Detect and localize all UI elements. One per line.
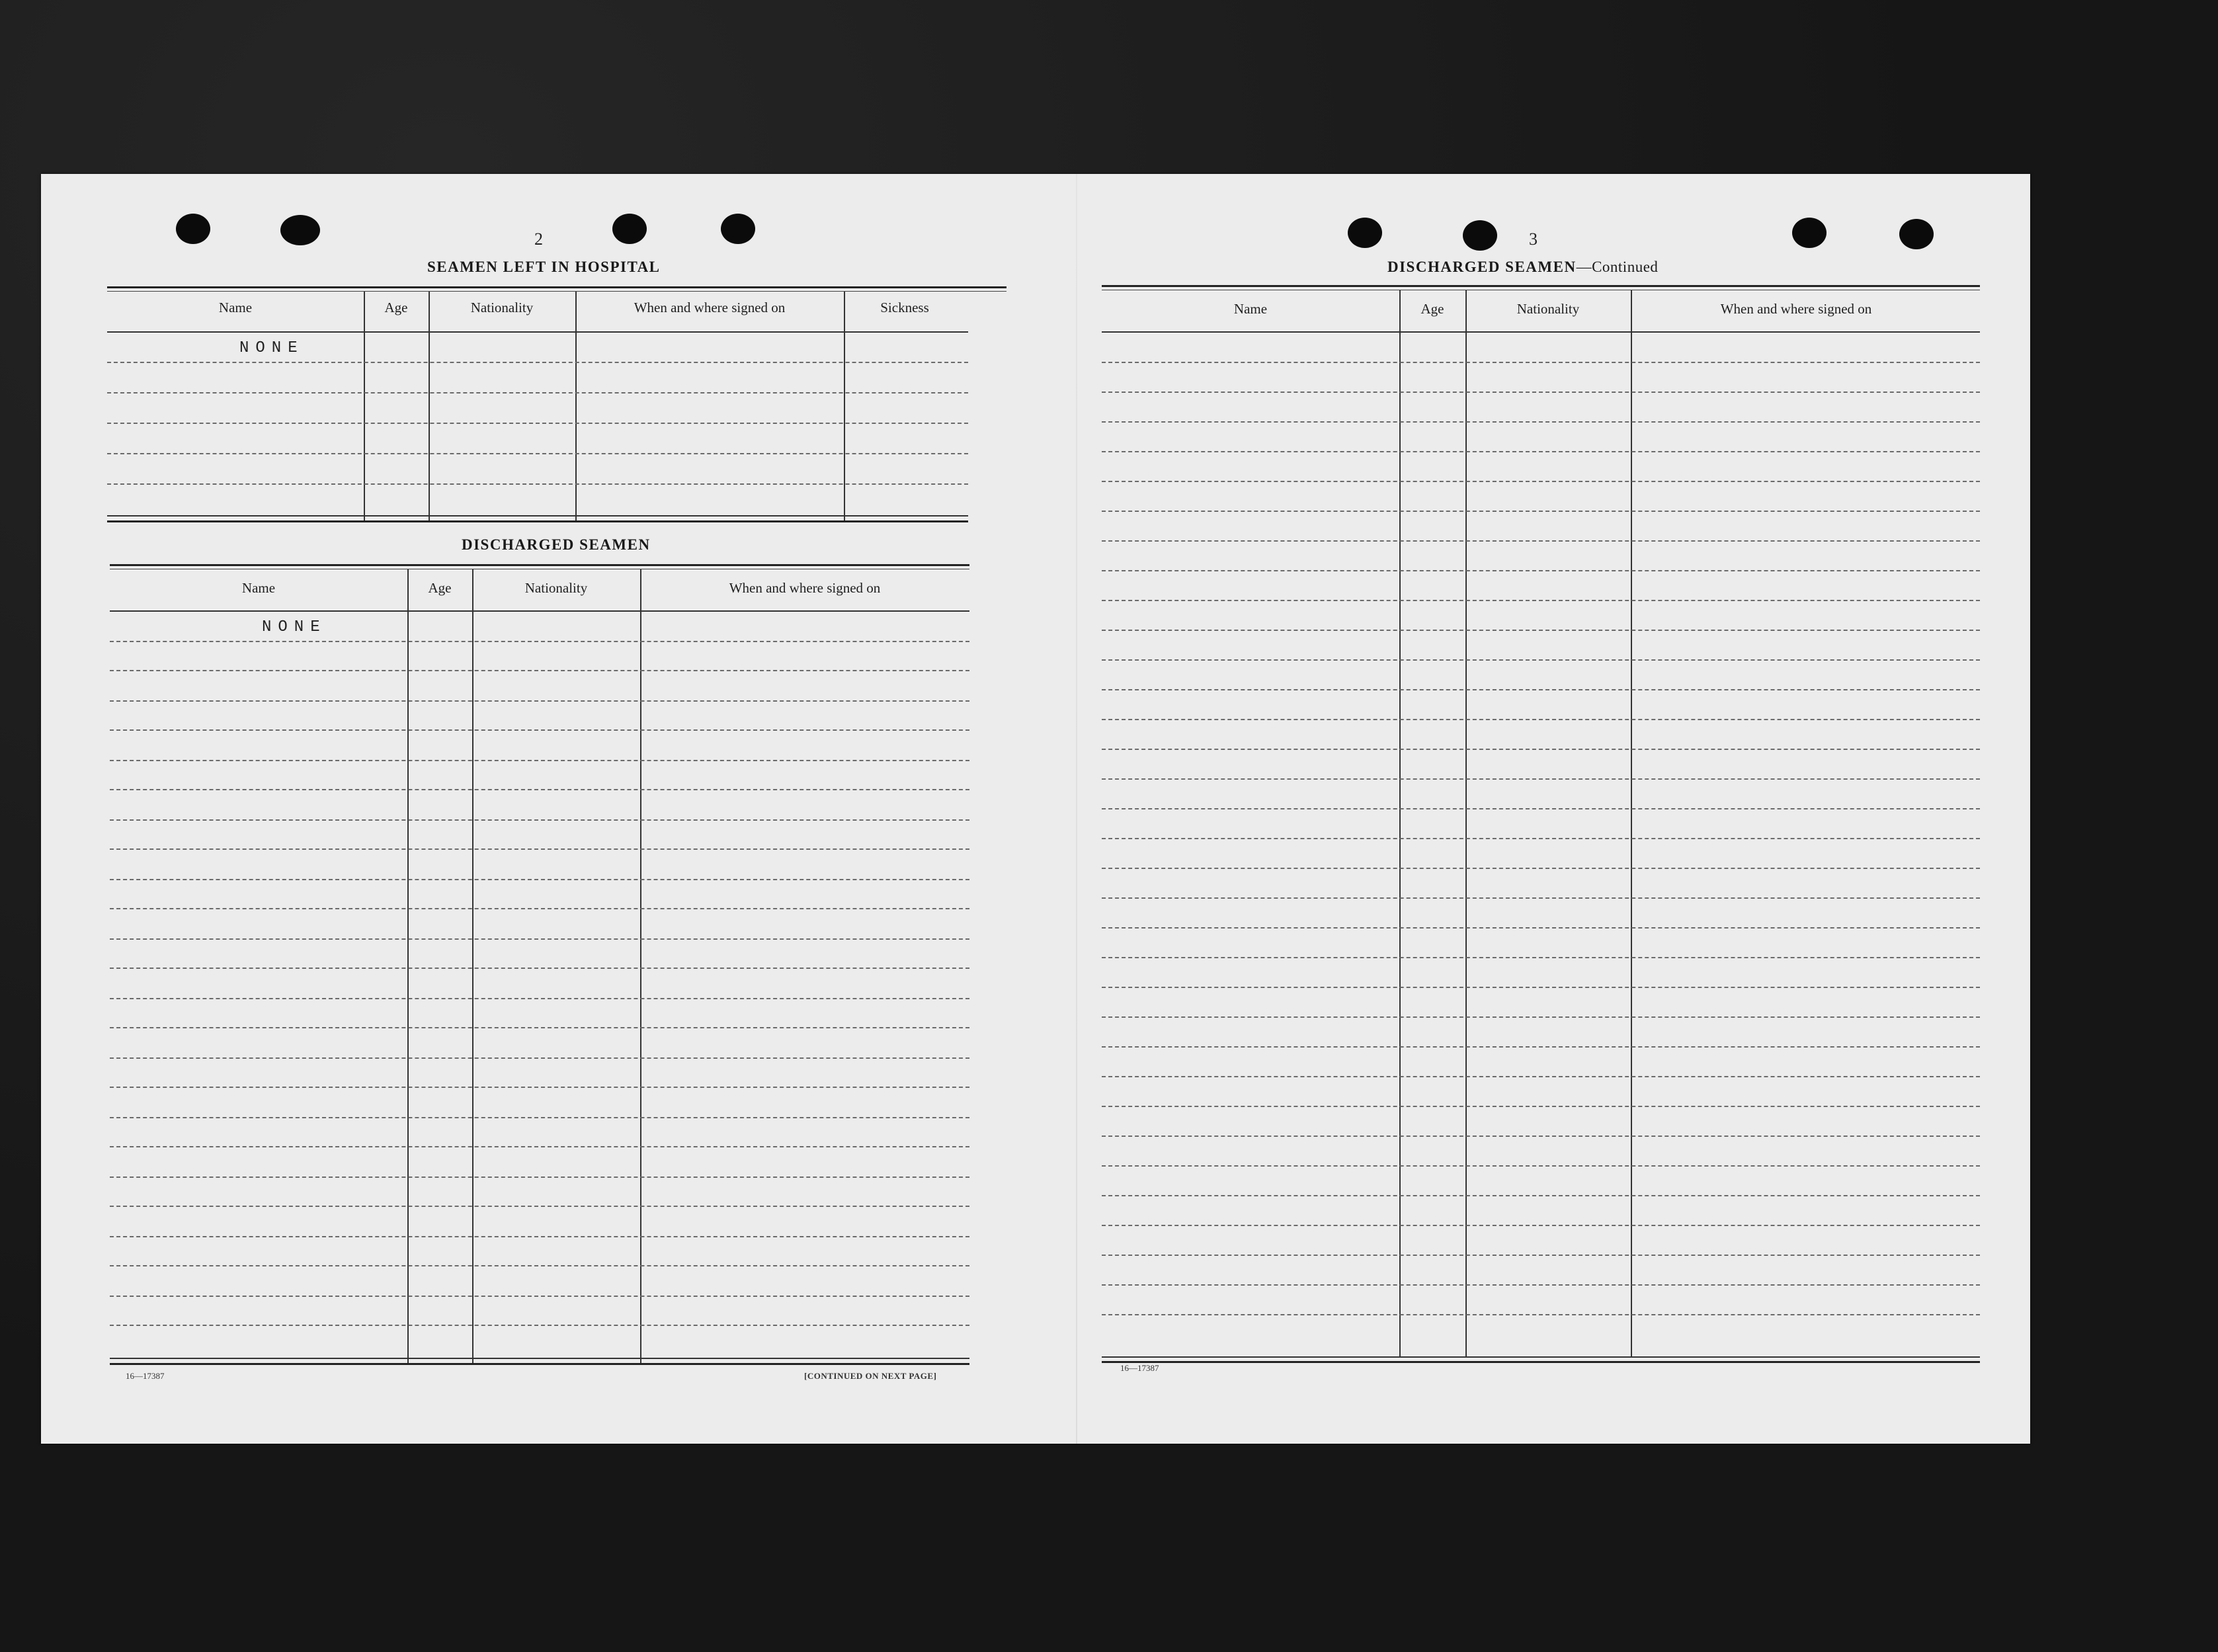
table-row [1102, 600, 1980, 601]
table-row [110, 1057, 969, 1059]
table-row [110, 819, 969, 821]
table-row [1102, 927, 1980, 929]
table-row [1102, 987, 1980, 988]
table-row [110, 1325, 969, 1326]
table-row [110, 938, 969, 940]
hospital-section-title: SEAMEN LEFT IN HOSPITAL [427, 259, 661, 275]
column-header-signed-on: When and where signed on [729, 580, 881, 596]
punch-hole-icon [176, 214, 210, 244]
punch-hole-icon [1792, 218, 1827, 248]
table-row [1102, 1106, 1980, 1107]
table-row [110, 968, 969, 969]
table-row [110, 1146, 969, 1147]
right-form-number: 16—17387 [1120, 1363, 1159, 1373]
table-row [1102, 1284, 1980, 1286]
discharged-section-title: DISCHARGED SEAMEN [462, 536, 651, 553]
column-header-age: Age [1420, 301, 1444, 317]
table-row [1102, 838, 1980, 839]
table-row [110, 848, 969, 850]
table-row [110, 760, 969, 761]
table-row [1102, 421, 1980, 423]
punch-hole-icon [612, 214, 647, 244]
table-row [1102, 1136, 1980, 1137]
table-row [110, 1177, 969, 1178]
punch-hole-icon [1348, 218, 1382, 248]
table-row [110, 1117, 969, 1118]
table-row [1102, 1255, 1980, 1256]
table-row [1102, 749, 1980, 750]
hospital-entry: NONE [239, 339, 304, 357]
table-row [1102, 362, 1980, 363]
table-row [1102, 778, 1980, 780]
table-row [1102, 481, 1980, 482]
table-row [1102, 897, 1980, 899]
table-row [1102, 1195, 1980, 1196]
table-row [1102, 540, 1980, 542]
table-row [1102, 511, 1980, 512]
table-row [110, 1087, 969, 1088]
table-row [107, 453, 968, 454]
table-row [107, 392, 968, 393]
column-header-name: Name [241, 580, 276, 596]
discharged-entry: NONE [262, 618, 327, 636]
table-row [110, 908, 969, 909]
table-row [110, 670, 969, 671]
table-row [107, 423, 968, 424]
table-row [110, 1236, 969, 1237]
table-row [110, 998, 969, 999]
page-spine [1076, 174, 1077, 1444]
column-header-age: Age [384, 300, 408, 315]
table-row [1102, 1225, 1980, 1226]
left-form-number: 16—17387 [126, 1371, 165, 1381]
table-row [1102, 957, 1980, 958]
punch-hole-icon [280, 215, 320, 245]
left-page-number: 2 [534, 229, 543, 249]
table-row [1102, 1165, 1980, 1167]
continued-note: [CONTINUED ON NEXT PAGE] [804, 1371, 937, 1381]
table-row [110, 729, 969, 731]
table-row [1102, 1046, 1980, 1048]
column-header-age: Age [428, 580, 452, 596]
column-header-nationality: Nationality [470, 300, 534, 315]
discharged-table-left [110, 564, 1010, 1424]
table-row [1102, 1076, 1980, 1077]
right-page-number: 3 [1529, 229, 1538, 249]
right-section-title [1387, 259, 1658, 276]
table-row [1102, 570, 1980, 571]
table-row [1102, 1314, 1980, 1315]
column-header-nationality: Nationality [1516, 301, 1580, 317]
column-header-nationality: Nationality [524, 580, 588, 596]
table-row [110, 789, 969, 790]
table-row [1102, 630, 1980, 631]
table-row [110, 1206, 969, 1207]
column-header-signed-on: When and where signed on [634, 300, 786, 315]
right-section-title-main: DISCHARGED SEAMEN [1387, 259, 1577, 275]
table-row [1102, 659, 1980, 661]
table-row [107, 483, 968, 485]
table-row [110, 1027, 969, 1028]
table-row [110, 641, 969, 642]
table-row [1102, 392, 1980, 393]
right-section-title-suffix: —Continued [1576, 259, 1659, 275]
punch-hole-icon [1463, 220, 1497, 251]
punch-hole-icon [721, 214, 755, 244]
table-row [110, 700, 969, 702]
table-row [1102, 689, 1980, 690]
table-row [110, 1296, 969, 1297]
table-row [110, 1265, 969, 1266]
table-row [1102, 1016, 1980, 1018]
column-header-signed-on: When and where signed on [1720, 301, 1872, 317]
table-row [110, 879, 969, 880]
column-header-name: Name [1233, 301, 1268, 317]
ledger-paper [41, 174, 2030, 1444]
table-row [1102, 868, 1980, 869]
discharged-table-right [1102, 285, 2006, 1409]
table-row [1102, 808, 1980, 809]
column-header-name: Name [218, 300, 253, 315]
punch-hole-icon [1899, 219, 1934, 249]
column-header-sickness: Sickness [880, 300, 929, 315]
table-row [1102, 719, 1980, 720]
table-row [1102, 451, 1980, 452]
table-row [107, 362, 968, 363]
